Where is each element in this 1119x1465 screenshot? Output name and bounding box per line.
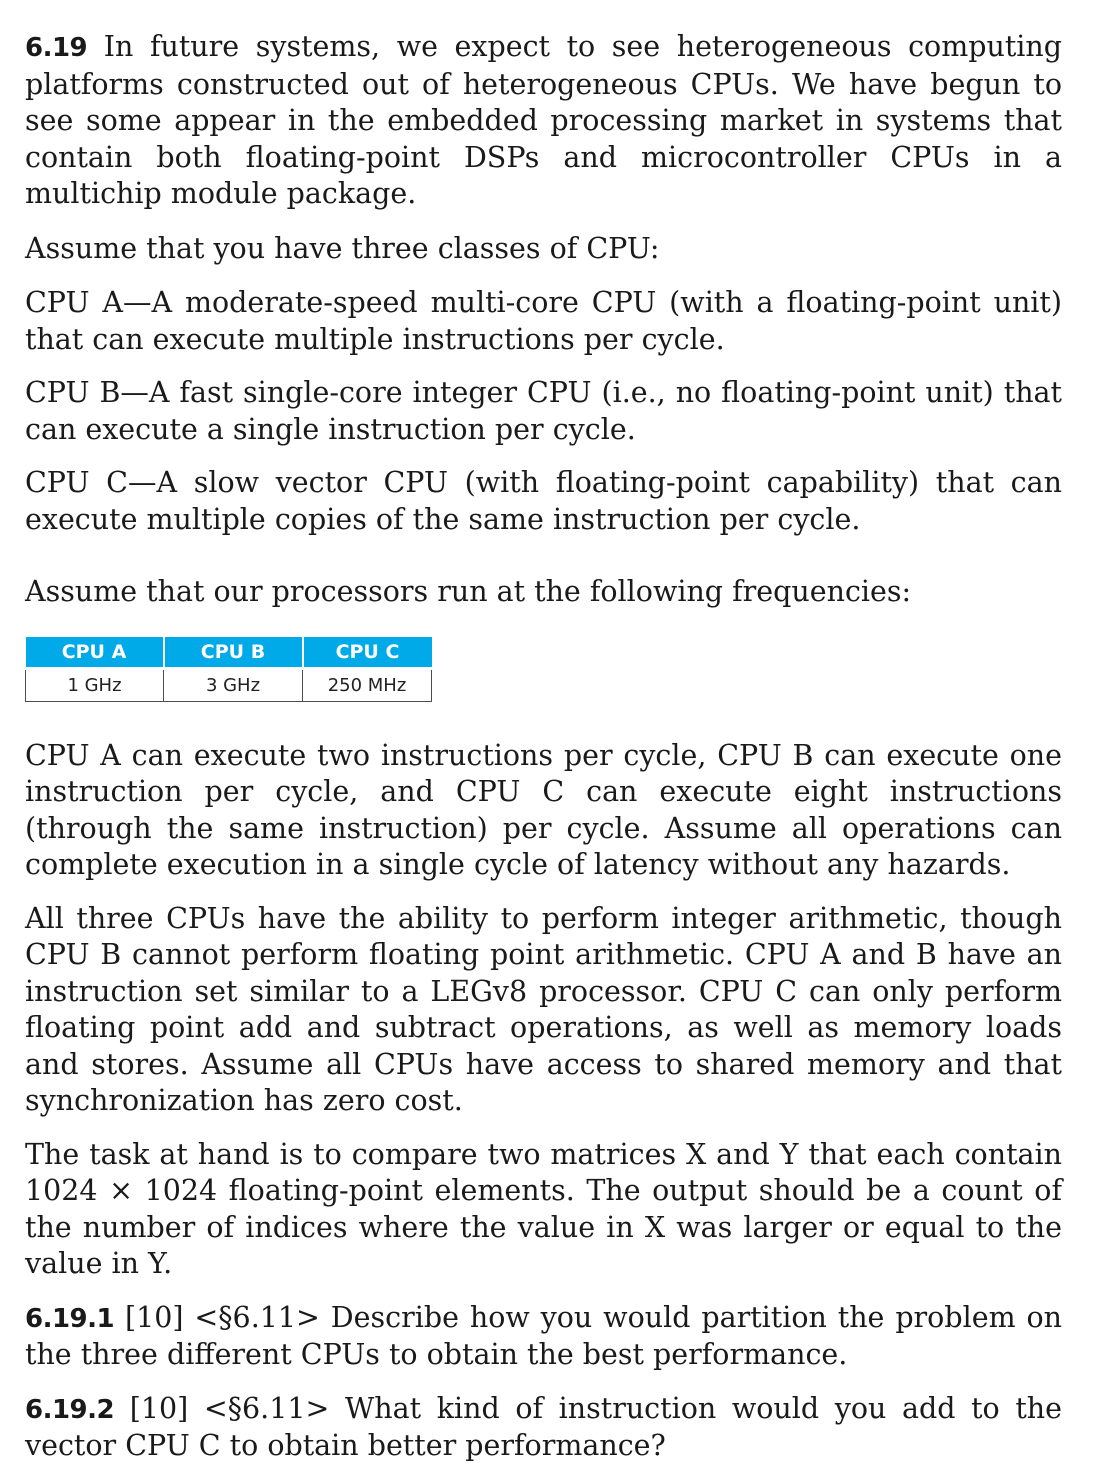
frequency-intro: Assume that our processors run at the following frequencies:	[25, 575, 912, 608]
subproblem-text: [10] <§6.11> What kind of instruction would you add to the vector CPU C to obtain better performance?	[25, 1391, 1062, 1462]
header-cpu-b: CPU B	[164, 637, 303, 669]
subproblem-6-19-2	[25, 1391, 1062, 1465]
problem-number: 6.19	[25, 33, 88, 63]
capabilities-paragraph: All three CPUs have the ability to perform integer arithmetic, though CPU B cannot perform floating point arithmetic. CPU A and B have an instruction set similar to a LEGv8 processor. CPU C can only perform floating point add and subtract operations, as well as memory loads and stores. Assume all CPUs have access to shared memory and that synchronization has zero cost.	[25, 901, 1062, 1117]
freq-cpu-a: 1 GHz	[26, 668, 164, 701]
freq-cpu-c: 250 MHz	[303, 668, 432, 701]
freq-cpu-b: 3 GHz	[164, 668, 303, 701]
cpu-classes-intro: Assume that you have three classes of CPU:	[25, 231, 660, 265]
cpu-a-description: CPU A—A moderate-speed multi-core CPU (with a floating-point unit) that can execute multiple instructions per cycle.	[25, 286, 1062, 356]
frequency-table-row	[26, 668, 432, 701]
cpu-b-description: CPU B—A fast single-core integer CPU (i.e., no floating-point unit) that can execute a single instruction per cycle.	[25, 376, 1062, 446]
subproblem-6-19-1	[25, 1300, 1062, 1374]
problem-intro-text: In future systems, we expect to see heterogeneous computing platforms constructed out of heterogeneous CPUs. We have begun to see some appear in the embedded processing market in systems that contain both floating-point DSPs and microcontroller CPUs in a multichip module package.	[25, 30, 1063, 210]
frequency-table	[25, 637, 432, 702]
problem-intro-paragraph	[25, 29, 1062, 213]
subproblem-number: 6.19.1	[25, 1303, 115, 1334]
subproblem-number: 6.19.2	[25, 1394, 115, 1425]
frequency-table-header-row	[26, 637, 432, 669]
subproblem-text: [10] <§6.11> Describe how you would partition the problem on the three different CPUs to obtain the best performance.	[25, 1300, 1063, 1371]
cpu-c-description: CPU C—A slow vector CPU (with floating-point capability) that can execute multiple copies of the same instruction per cycle.	[25, 466, 1062, 536]
task-paragraph: The task at hand is to compare two matrices X and Y that each contain 1024 × 1024 floating-point elements. The output should be a count of the number of indices where the value in X was larger or equal to the value in Y.	[25, 1137, 1062, 1280]
document-page	[25, 29, 1062, 1465]
header-cpu-c: CPU C	[303, 637, 432, 669]
header-cpu-a: CPU A	[26, 637, 164, 669]
ipc-paragraph: CPU A can execute two instructions per cycle, CPU B can execute one instruction per cycle, and CPU C can execute eight instructions (through the same instruction) per cycle. Assume all operations can complete execution in a single cycle of latency without any hazards.	[25, 738, 1062, 881]
